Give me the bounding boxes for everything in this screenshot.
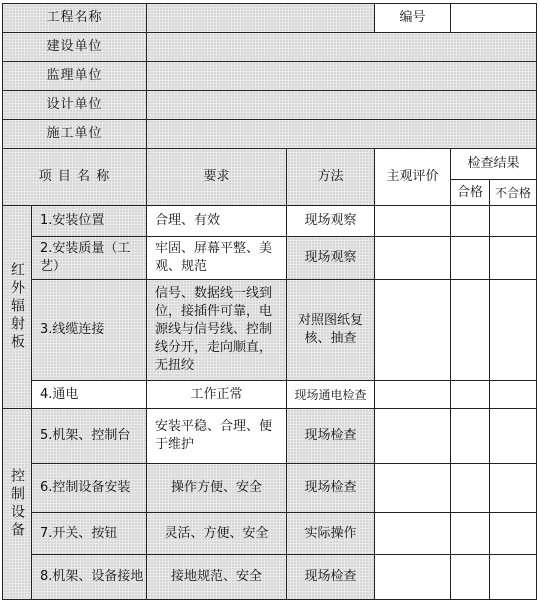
inspection-table — [2, 3, 537, 600]
project-name-label: 工程名称 — [3, 4, 147, 33]
fail-cell[interactable] — [490, 513, 537, 555]
subjective-cell[interactable] — [375, 555, 451, 600]
fail-cell[interactable] — [490, 280, 537, 381]
item-method: 现场通电检查 — [287, 381, 375, 409]
supervision-unit-label: 监理单位 — [3, 62, 147, 91]
item-method: 现场检查 — [287, 464, 375, 513]
pass-cell[interactable] — [451, 409, 490, 464]
number-value[interactable] — [451, 4, 537, 33]
design-unit-label: 设计单位 — [3, 91, 147, 120]
item-requirement: 灵活、方便、安全 — [147, 513, 287, 555]
item-requirement: 操作方便、安全 — [147, 464, 287, 513]
item-method: 实际操作 — [287, 513, 375, 555]
subjective-cell[interactable] — [375, 409, 451, 464]
item-method: 对照图纸复核、抽查 — [287, 280, 375, 381]
item-requirement: 牢固、屏幕平整、美观、规范 — [147, 237, 287, 280]
pass-cell[interactable] — [451, 513, 490, 555]
item-name: 6.控制设备安装 — [32, 464, 147, 513]
pass-cell[interactable] — [451, 381, 490, 409]
group-name: 控制设备 — [9, 468, 25, 540]
item-method: 现场检查 — [287, 555, 375, 600]
construction-unit-value[interactable] — [147, 33, 537, 62]
item-name: 1.安装位置 — [32, 206, 147, 237]
item-requirement: 接地规范、安全 — [147, 555, 287, 600]
subjective-cell[interactable] — [375, 280, 451, 381]
group-name: 红外辐射板 — [9, 262, 25, 352]
item-requirement: 信号、数据线一线到位，接插件可靠，电源线与信号线、控制线分开，走向顺直，无扭绞 — [147, 280, 287, 381]
subjective-cell[interactable] — [375, 464, 451, 513]
subjective-cell[interactable] — [375, 237, 451, 280]
fail-cell[interactable] — [490, 206, 537, 237]
item-name: 3.线缆连接 — [32, 280, 147, 381]
project-name-value[interactable] — [147, 4, 375, 33]
item-name: 2.安装质量（工艺） — [32, 237, 147, 280]
item-requirement: 合理、有效 — [147, 206, 287, 237]
pass-cell[interactable] — [451, 280, 490, 381]
builder-unit-label: 施工单位 — [3, 120, 147, 149]
pass-cell[interactable] — [451, 464, 490, 513]
pass-cell[interactable] — [451, 237, 490, 280]
item-name: 5.机架、控制台 — [32, 409, 147, 464]
item-requirement: 安装平稳、合理、便于维护 — [147, 409, 287, 464]
group-label-infrared — [3, 206, 32, 409]
column-pass-header: 合格 — [451, 180, 490, 206]
fail-cell[interactable] — [490, 237, 537, 280]
fail-cell[interactable] — [490, 555, 537, 600]
item-method: 现场观察 — [287, 237, 375, 280]
item-name: 8.机架、设备接地 — [32, 555, 147, 600]
builder-unit-value[interactable] — [147, 120, 537, 149]
column-fail-header: 不合格 — [490, 180, 537, 206]
column-method-header: 方法 — [287, 149, 375, 206]
pass-cell[interactable] — [451, 206, 490, 237]
item-method: 现场观察 — [287, 206, 375, 237]
pass-cell[interactable] — [451, 555, 490, 600]
subjective-cell[interactable] — [375, 513, 451, 555]
fail-cell[interactable] — [490, 409, 537, 464]
supervision-unit-value[interactable] — [147, 62, 537, 91]
fail-cell[interactable] — [490, 464, 537, 513]
column-result-header: 检查结果 — [451, 149, 537, 180]
inspection-form — [2, 3, 536, 599]
item-method: 现场检查 — [287, 409, 375, 464]
item-name: 7.开关、按钮 — [32, 513, 147, 555]
column-requirement-header: 要求 — [147, 149, 287, 206]
subjective-cell[interactable] — [375, 381, 451, 409]
column-subjective-header: 主观评价 — [375, 149, 451, 206]
fail-cell[interactable] — [490, 381, 537, 409]
design-unit-value[interactable] — [147, 91, 537, 120]
subjective-cell[interactable] — [375, 206, 451, 237]
item-name: 4.通电 — [32, 381, 147, 409]
item-requirement: 工作正常 — [147, 381, 287, 409]
column-item-header: 项 目 名 称 — [3, 149, 147, 206]
construction-unit-label: 建设单位 — [3, 33, 147, 62]
number-label: 编号 — [375, 4, 451, 33]
group-label-control — [3, 409, 32, 600]
